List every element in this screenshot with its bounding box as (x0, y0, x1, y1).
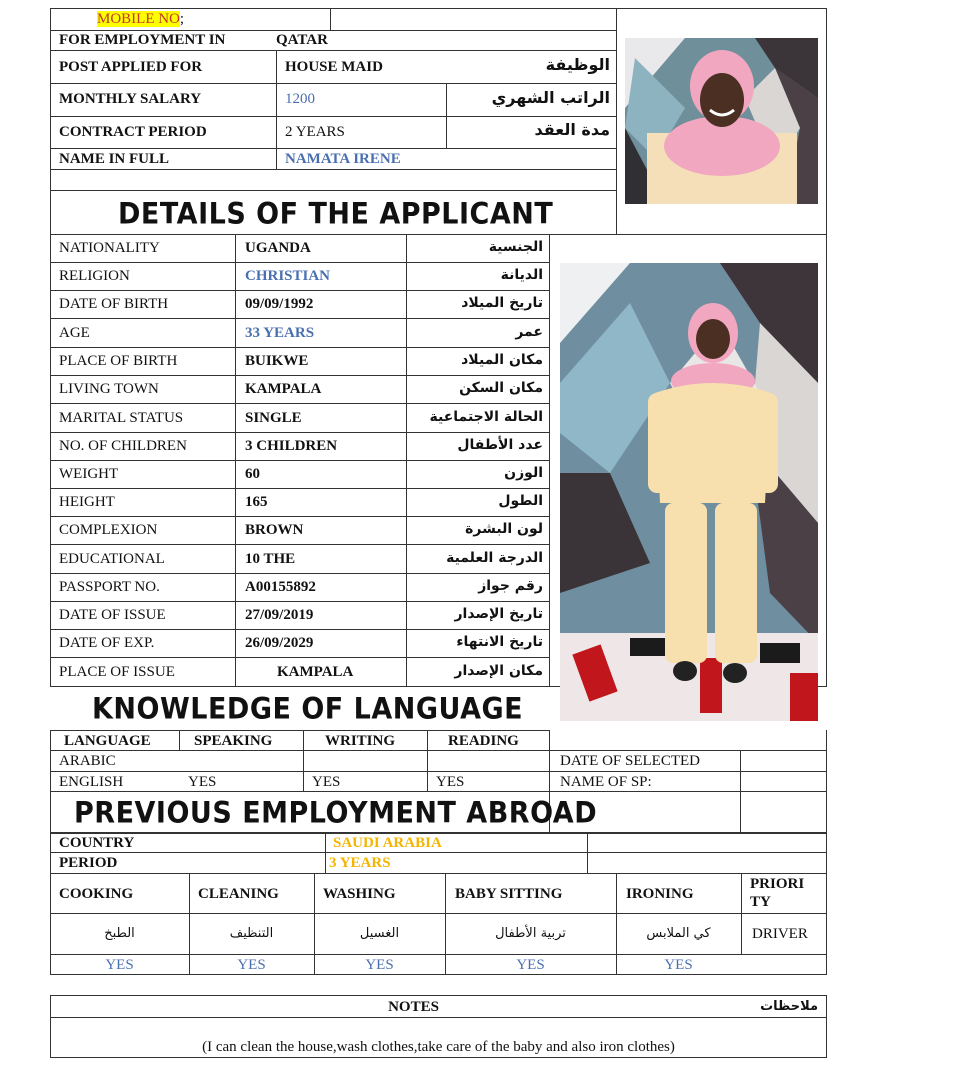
detail-label: AGE (59, 325, 90, 341)
divider (549, 234, 550, 687)
detail-arabic: الطول (498, 493, 543, 509)
detail-value: 09/09/1992 (245, 296, 314, 312)
detail-value: 165 (245, 494, 268, 510)
skill-arabic-baby-sitting: تربية الأطفال (495, 926, 566, 941)
divider (50, 913, 827, 914)
detail-arabic: تاريخ الميلاد (461, 295, 543, 311)
divider (741, 873, 742, 955)
detail-arabic: لون البشرة (465, 521, 543, 537)
lang-header-speaking: SPEAKING (194, 733, 273, 749)
detail-label: LIVING TOWN (59, 381, 159, 397)
detail-value: BROWN (245, 522, 304, 538)
language-title: KNOWLEDGE OF LANGUAGE (92, 692, 524, 727)
detail-label: WEIGHT (59, 466, 119, 482)
detail-label: EDUCATIONAL (59, 551, 165, 567)
skill-value-ironing: YES (664, 957, 693, 973)
detail-label: NATIONALITY (59, 240, 160, 256)
skill-header-washing: WASHING (323, 886, 396, 902)
mobile-label: MOBILE NO; (97, 11, 185, 27)
lang-english-writing: YES (312, 774, 341, 790)
divider (50, 601, 549, 602)
skill-header-cleaning: CLEANING (198, 886, 279, 902)
detail-arabic: عدد الأطفال (457, 437, 543, 453)
contract-arabic: مدة العقد (534, 120, 610, 139)
divider (427, 730, 428, 791)
detail-value: 60 (245, 466, 260, 482)
detail-arabic: الدرجة العلمية (446, 550, 543, 566)
divider (740, 750, 741, 833)
salary-label: MONTHLY SALARY (59, 91, 202, 107)
divider (50, 791, 827, 792)
portrait-photo (625, 38, 818, 204)
skill-header-priority: PRIORI TY (750, 876, 805, 910)
detail-arabic: الحالة الاجتماعية (429, 409, 543, 425)
divider (50, 234, 827, 235)
lang-header-writing: WRITING (325, 733, 396, 749)
divider (50, 190, 616, 191)
skill-arabic-washing: الغسيل (359, 926, 400, 941)
divider (50, 954, 827, 955)
detail-value: 26/09/2029 (245, 635, 314, 651)
detail-label: PLACE OF ISSUE (59, 664, 175, 680)
detail-value: 27/09/2019 (245, 607, 314, 623)
divider (50, 432, 549, 433)
contract-label: CONTRACT PERIOD (59, 124, 207, 140)
divider (587, 833, 588, 873)
lang-english-reading: YES (436, 774, 465, 790)
post-value: HOUSE MAID (285, 59, 383, 75)
divider (50, 544, 549, 545)
divider (50, 852, 827, 853)
divider (325, 833, 326, 873)
salary-value: 1200 (285, 91, 315, 107)
detail-arabic: مكان الإصدار (454, 663, 543, 679)
lang-row-arabic: ARABIC (59, 753, 116, 769)
skill-arabic-ironing: كي الملابس (646, 926, 711, 941)
notes-label: NOTES (388, 999, 439, 1015)
divider (50, 169, 616, 170)
divider (50, 573, 549, 574)
skill-arabic-cleaning: التنظيف (229, 926, 274, 941)
skill-value-washing: YES (365, 957, 394, 973)
full-body-image (560, 263, 818, 721)
detail-arabic: تاريخ الانتهاء (456, 634, 543, 650)
name-label: NAME IN FULL (59, 151, 170, 167)
skill-value-baby-sitting: YES (516, 957, 545, 973)
full-body-photo (560, 263, 818, 721)
previous-title: PREVIOUS EMPLOYMENT ABROAD (74, 796, 598, 831)
skill-header-ironing: IRONING (626, 886, 694, 902)
divider (276, 50, 277, 169)
detail-label: RELIGION (59, 268, 130, 284)
divider (446, 83, 447, 148)
skill-header-baby-sitting: BABY SITTING (455, 886, 563, 902)
divider (50, 460, 549, 461)
detail-value: 10 THE (245, 551, 296, 567)
detail-value: KAMPALA (277, 664, 354, 680)
divider (50, 750, 827, 751)
skill-arabic-cooking: الطبخ (104, 926, 135, 941)
employment-value: QATAR (276, 32, 328, 48)
divider (50, 488, 549, 489)
divider (50, 657, 549, 658)
lang-header-reading: READING (448, 733, 519, 749)
detail-value: UGANDA (245, 240, 311, 256)
detail-value: KAMPALA (245, 381, 322, 397)
skill-value-cooking: YES (105, 957, 134, 973)
detail-value: 33 YEARS (245, 325, 315, 341)
divider (50, 873, 827, 874)
employment-label: FOR EMPLOYMENT IN (59, 32, 226, 48)
lang-row-english: ENGLISH (59, 774, 124, 790)
detail-arabic: مكان الميلاد (461, 352, 543, 368)
divider (50, 83, 616, 84)
name-sp-label: NAME OF SP: (560, 774, 652, 790)
detail-label: PLACE OF BIRTH (59, 353, 178, 369)
post-label: POST APPLIED FOR (59, 59, 203, 75)
detail-label: DATE OF BIRTH (59, 296, 169, 312)
detail-arabic: رقم جواز (478, 578, 543, 594)
detail-arabic: عمر (515, 324, 543, 340)
divider (50, 148, 616, 149)
contract-value: 2 YEARS (285, 124, 345, 140)
detail-label: DATE OF EXP. (59, 635, 155, 651)
divider (179, 730, 180, 750)
priority-value: DRIVER (752, 926, 808, 942)
divider (50, 318, 549, 319)
date-selected-label: DATE OF SELECTED (560, 753, 700, 769)
detail-label: PASSPORT NO. (59, 579, 160, 595)
divider (50, 629, 549, 630)
country-label: COUNTRY (59, 835, 135, 851)
detail-label: DATE OF ISSUE (59, 607, 166, 623)
divider (616, 8, 617, 235)
detail-arabic: الجنسية (488, 239, 543, 255)
divider (50, 347, 549, 348)
lang-english-speaking: YES (188, 774, 217, 790)
detail-arabic: الوزن (504, 465, 543, 481)
divider (303, 730, 304, 791)
detail-value: A00155892 (245, 579, 316, 595)
portrait-image (625, 38, 818, 204)
detail-value: CHRISTIAN (245, 268, 331, 284)
divider (50, 1017, 827, 1018)
lang-header-language: LANGUAGE (64, 733, 151, 749)
divider (50, 116, 616, 117)
post-arabic: الوظيفة (545, 55, 610, 74)
name-value: NAMATA IRENE (285, 151, 401, 167)
period-label: PERIOD (59, 855, 118, 871)
divider (50, 730, 550, 731)
detail-label: HEIGHT (59, 494, 115, 510)
detail-value: BUIKWE (245, 353, 309, 369)
divider (50, 375, 549, 376)
detail-arabic: تاريخ الإصدار (454, 606, 543, 622)
detail-label: NO. OF CHILDREN (59, 438, 187, 454)
divider (50, 290, 549, 291)
divider (50, 771, 827, 772)
detail-value: 3 CHILDREN (245, 438, 338, 454)
country-value: SAUDI ARABIA (333, 835, 442, 851)
divider (330, 8, 331, 30)
notes-text: (I can clean the house,wash clothes,take care of the baby and also iron clothes) (202, 1039, 675, 1055)
detail-label: MARITAL STATUS (59, 410, 184, 426)
detail-arabic: مكان السكن (459, 380, 543, 396)
detail-label: COMPLEXION (59, 522, 158, 538)
period-value: 3 YEARS (329, 855, 391, 871)
divider (50, 403, 549, 404)
detail-arabic: الديانة (500, 267, 543, 283)
divider (50, 262, 549, 263)
skill-header-cooking: COOKING (59, 886, 134, 902)
notes-label-arabic: ملاحظات (760, 999, 818, 1014)
skill-value-cleaning: YES (237, 957, 266, 973)
divider (50, 516, 549, 517)
salary-arabic: الراتب الشهري (491, 88, 610, 107)
detail-value: SINGLE (245, 410, 302, 426)
divider (50, 50, 616, 51)
details-title: DETAILS OF THE APPLICANT (118, 197, 554, 232)
